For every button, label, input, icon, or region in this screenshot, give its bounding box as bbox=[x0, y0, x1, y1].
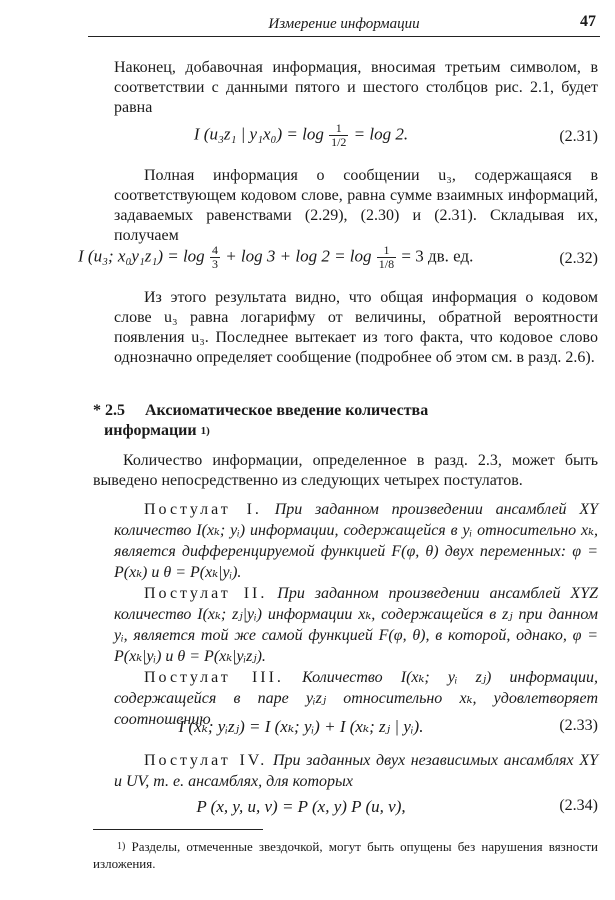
postulate-3-text: Количество I(xₖ; yᵢ zⱼ) информации, содержащейся в паре yᵢzⱼ относительно xₖ, удовлетворяет соотношению bbox=[114, 669, 599, 728]
paragraph-2: Полная информация о сообщении u₃, содержащаяся в соответствующем кодовом слове, равна сумме взаимных информаций, задаваемых равенствами (2.29), (2.30) и (2.31). Складывая их, получаем bbox=[114, 167, 598, 244]
equation-number-2-34: (2.34) bbox=[559, 797, 598, 814]
eq-2-32-fraction-1 bbox=[210, 244, 220, 271]
section-title-line-2 bbox=[104, 421, 210, 441]
section-title-word: информации bbox=[104, 422, 197, 439]
eq-2-32-middle: + log 3 + log 2 = log bbox=[225, 246, 372, 266]
postulate-2-text: При заданном произведении ансамблей XYZ количество I(xₖ; zⱼ|yᵢ) информации xₖ, содержащейся в zⱼ при данном yᵢ, является той же самой функцией F(φ, θ), в которой, однако, φ = P(xₖ|yᵢ) и θ = P(xₖ|yᵢzⱼ). bbox=[114, 585, 598, 665]
eq-2-31-lhs: I (u₃z₁ | y₁x₀) = log bbox=[193, 124, 324, 144]
eq-2-32-frac2-num: 1 bbox=[377, 244, 396, 258]
running-head bbox=[88, 8, 600, 37]
equation-number-2-33: (2.33) bbox=[559, 717, 598, 734]
eq-2-32-fraction-2 bbox=[377, 244, 396, 271]
eq-2-32-lhs: I (u₃; x₀y₁z₁) = log bbox=[78, 246, 205, 266]
footnote-divider bbox=[93, 829, 263, 830]
postulate-4 bbox=[114, 750, 598, 792]
postulate-4-text: При заданных двух независимых ансамблях XY и UV, т. е. ансамблях, для которых bbox=[114, 752, 598, 790]
postulate-1-head: Постулат I. bbox=[144, 501, 262, 518]
equation-2-32-body bbox=[78, 244, 524, 271]
eq-2-31-frac-den: 1/2 bbox=[331, 135, 347, 149]
section-number: * 2.5 bbox=[93, 402, 125, 419]
postulate-1-text: При заданном произведении ансамблей XY количество I(xₖ; yᵢ) информации, содержащейся в yᵢ относительно xₖ, является дифференцируемой функцией F(φ, θ) двух переменных: φ = P(xₖ) и θ = P(xₖ|yᵢ). bbox=[114, 501, 599, 581]
equation-2-34-body: P (x, y, u, v) = P (x, y) P (u, v), bbox=[196, 797, 406, 816]
equation-2-34 bbox=[100, 797, 598, 831]
equation-2-33 bbox=[100, 717, 598, 751]
postulate-2-head: Постулат II. bbox=[144, 585, 268, 602]
footnote bbox=[93, 838, 598, 872]
section-footnote-mark: 1) bbox=[200, 425, 210, 437]
eq-2-32-frac1-den: 3 bbox=[211, 257, 218, 271]
eq-2-32-frac1-num: 4 bbox=[211, 243, 218, 257]
equation-2-31 bbox=[100, 122, 598, 156]
section-title-line-1: Аксиоматическое введение количества bbox=[145, 402, 429, 419]
equation-number-2-32: (2.32) bbox=[559, 250, 598, 267]
postulate-1 bbox=[114, 499, 598, 583]
equation-2-33-body: I (xₖ; yᵢzⱼ) = I (xₖ; yᵢ) + I (xₖ; zⱼ | yᵢ). bbox=[178, 717, 424, 736]
equation-2-32 bbox=[78, 244, 598, 278]
running-title: Измерение информации bbox=[268, 16, 420, 32]
equation-number-2-31: (2.31) bbox=[559, 128, 598, 145]
paragraph-4: Количество информации, определенное в разд. 2.3, может быть выведено непосредственно из следующих четырех постулатов. bbox=[93, 452, 598, 489]
eq-2-31-rhs: = log 2. bbox=[353, 124, 409, 144]
footnote-mark: 1) bbox=[117, 841, 126, 852]
postulate-2 bbox=[114, 583, 598, 667]
eq-2-32-frac2-den: 1/8 bbox=[378, 257, 395, 271]
equation-2-31-body bbox=[100, 122, 502, 149]
postulate-4-head: Постулат IV. bbox=[144, 752, 268, 769]
eq-2-31-frac-num: 1 bbox=[329, 122, 348, 136]
postulate-3-head: Постулат III. bbox=[144, 669, 284, 686]
paragraph-3: Из этого результата видно, что общая информация о кодовом слове u₃ равна логарифму от величины, обратной вероятности появления u₃. Последнее вытекает из того факта, что кодовое слово однозначно определяет сообщение (подробнее об этом см. в разд. 2.6). bbox=[114, 289, 598, 366]
eq-2-31-fraction bbox=[329, 122, 348, 149]
page-number: 47 bbox=[580, 13, 596, 30]
paragraph-1: Наконец, добавочная информация, вносимая третьим символом, в соответствии с данными пятого и шестого столбцов рис. 2.1, будет равна bbox=[114, 59, 598, 116]
eq-2-32-rhs: = 3 дв. ед. bbox=[401, 246, 474, 266]
footnote-text: Разделы, отмеченные звездочкой, могут быть опущены без нарушения вязности изложения. bbox=[93, 839, 599, 871]
